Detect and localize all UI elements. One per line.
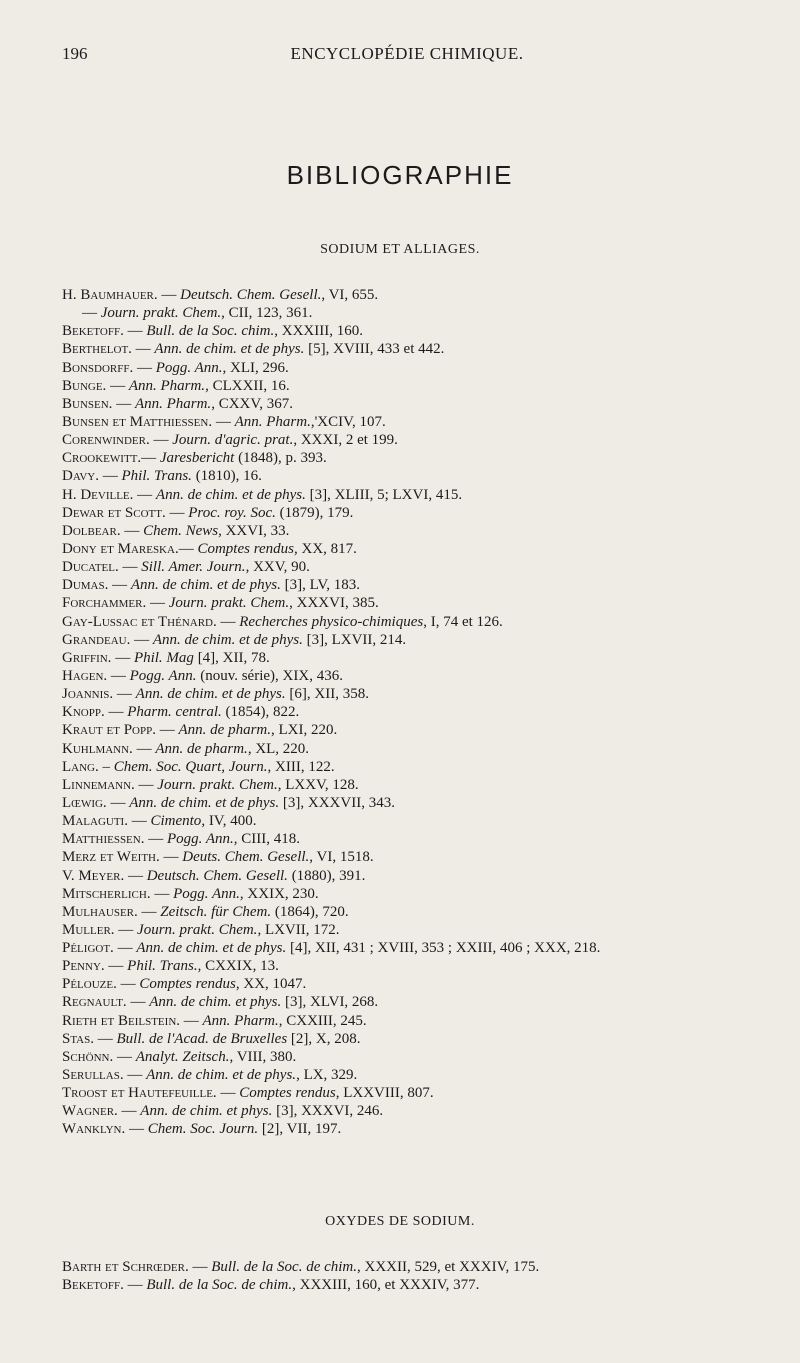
- entry-reference: , XIII, 122.: [267, 758, 335, 775]
- entry-reference: , LX, 329.: [296, 1067, 358, 1084]
- bibliography-entry: [62, 504, 762, 522]
- entry-separator: —: [127, 813, 151, 830]
- entry-journal: Proc. roy. Soc.: [188, 504, 276, 521]
- bibliography-entry: [62, 794, 762, 812]
- entry-author: Hagen.: [62, 667, 108, 684]
- entry-author: Berthelot.: [62, 341, 132, 358]
- entry-separator: —: [130, 631, 153, 648]
- bibliography-entry: [62, 467, 762, 485]
- entry-separator: —: [134, 776, 158, 793]
- entry-journal: Ann. de chim. et de phys.: [155, 486, 306, 503]
- entry-journal: Comptes rendus: [239, 1085, 336, 1102]
- bibliography-entry: [62, 703, 762, 721]
- entry-separator: —: [144, 831, 167, 848]
- entry-author: H. Deville.: [62, 486, 134, 503]
- entry-journal: Phil. Trans.: [127, 958, 198, 975]
- entry-reference: , CXXIX, 13.: [197, 958, 279, 975]
- entry-author: Dolbear.: [62, 522, 121, 539]
- bibliography-entry: [62, 431, 762, 449]
- bibliography-entry: [62, 322, 762, 340]
- entry-reference: [4], XII, 431 ; XVIII, 353 ; XXIII, 406 ; XXX, 218.: [286, 940, 601, 957]
- entry-author: Grandeau.: [62, 631, 131, 648]
- entry-reference: , VIII, 380.: [229, 1048, 297, 1065]
- entry-author: Ducatel.: [62, 559, 119, 576]
- bibliography-entry: [62, 594, 762, 612]
- entry-author: Wagner.: [62, 1103, 118, 1120]
- bibliography-entry: [62, 486, 762, 504]
- bibliography-entry: [62, 939, 762, 957]
- entry-journal: Ann. Pharm.: [128, 377, 206, 394]
- entry-author: Kraut et Popp.: [62, 722, 156, 739]
- entry-reference: [3], XLVI, 268.: [281, 994, 379, 1011]
- entry-journal: Ann. de chim. et de phys.: [154, 341, 305, 358]
- bibliography-entry: [62, 776, 762, 794]
- entry-journal: Comptes rendus: [139, 976, 236, 993]
- entry-separator: —: [108, 577, 131, 594]
- running-title: ENCYCLOPÉDIE CHIMIQUE.: [290, 44, 524, 63]
- bibliography-entry: [62, 993, 762, 1011]
- entry-author: Pélouze.: [62, 976, 117, 993]
- bibliography-entry: [62, 1102, 762, 1120]
- entry-author: Corenwinder.: [62, 432, 150, 449]
- entry-separator: —: [82, 305, 101, 322]
- entry-reference: , LXXVIII, 807.: [335, 1085, 434, 1102]
- entry-author: Muller.: [62, 921, 115, 938]
- entry-author: Regnault.: [62, 994, 127, 1011]
- entry-journal: Ann. Pharm.: [202, 1012, 279, 1029]
- entry-separator: —: [117, 1103, 141, 1120]
- entry-separator: —: [137, 903, 161, 920]
- bibliography-entry: [62, 848, 762, 866]
- entry-reference: (1880), 391.: [287, 867, 366, 884]
- bibliography-entry: [62, 395, 762, 413]
- entry-journal: Journ. prakt. Chem.: [137, 921, 258, 938]
- entry-reference: , VI, 655.: [321, 287, 379, 303]
- entry-separator: —: [116, 976, 140, 993]
- bibliography-list-oxydes: [62, 1258, 762, 1294]
- entry-journal: Ann. de chim. et phys.: [140, 1103, 273, 1120]
- entry-reference: ,'XCIV, 107.: [310, 413, 386, 430]
- entry-journal: Jaresbericht: [159, 450, 235, 467]
- entry-journal: Ann. de pharm.: [155, 740, 248, 757]
- entry-reference: , XX, 817.: [293, 540, 357, 557]
- bibliography-entry: [62, 413, 762, 431]
- entry-separator: —: [107, 667, 130, 684]
- entry-separator: —: [124, 867, 147, 884]
- bibliography-entry: [62, 957, 762, 975]
- entry-journal: Ann. de chim. et de phys.: [130, 577, 281, 594]
- entry-author: Bunsen.: [62, 395, 113, 412]
- entry-separator: –: [98, 758, 114, 775]
- bibliography-entry: [62, 812, 762, 830]
- bibliography-entry: [62, 359, 762, 377]
- entry-reference: [3], LXVII, 214.: [302, 631, 407, 648]
- entry-reference: , XXVI, 33.: [218, 522, 290, 539]
- entry-separator: —: [132, 740, 156, 757]
- entry-reference: (1848), p. 393.: [234, 450, 327, 467]
- entry-reference: , LXVII, 172.: [257, 921, 340, 938]
- entry-separator: —: [114, 921, 138, 938]
- bibliography-entry: [62, 540, 762, 558]
- entry-separator: —: [113, 686, 136, 703]
- entry-separator: —: [111, 649, 134, 666]
- entry-author: Dumas.: [62, 577, 109, 594]
- entry-journal: Sill. Amer. Journ.: [141, 559, 246, 576]
- bibliography-entry: [62, 377, 762, 395]
- entry-reference: (1879), 179.: [275, 504, 354, 521]
- entry-author: H. Baumhauer.: [62, 287, 158, 303]
- bibliography-entry: [62, 685, 762, 703]
- entry-reference: , LXXV, 128.: [277, 776, 359, 793]
- entry-separator: —: [118, 559, 142, 576]
- entry-separator: —: [99, 468, 122, 485]
- bibliography-entry: [62, 304, 762, 322]
- entry-author: Penny.: [62, 958, 105, 975]
- entry-author: Mitscherlich.: [62, 885, 151, 902]
- bibliography-entry: [62, 1120, 762, 1138]
- entry-author: Matthiessen.: [62, 831, 145, 848]
- entry-author: Mulhauser.: [62, 903, 138, 920]
- entry-author: Wanklyn.: [62, 1121, 126, 1138]
- entry-separator: —: [146, 595, 169, 612]
- bibliography-entry: [62, 1276, 762, 1294]
- entry-journal: Pharm. central.: [127, 704, 222, 721]
- entry-reference: [2], VII, 197.: [258, 1121, 342, 1138]
- entry-separator: —: [150, 885, 174, 902]
- entry-reference: , XXIX, 230.: [239, 885, 319, 902]
- entry-reference: [4], XII, 78.: [193, 649, 270, 666]
- entry-separator: —: [120, 522, 144, 539]
- entry-reference: [6], XII, 358.: [285, 686, 369, 703]
- entry-author: Bonsdorff.: [62, 359, 134, 376]
- entry-journal: Ann. Pharm.: [134, 395, 212, 412]
- entry-author: Lang.: [62, 758, 99, 775]
- entry-journal: Phil. Trans.: [121, 468, 192, 485]
- entry-journal: Ann. de chim. et de phys.: [135, 686, 286, 703]
- entry-author: Davy.: [62, 468, 99, 485]
- entry-journal: Journ. prakt. Chem.: [157, 776, 278, 793]
- entry-reference: , I, 74 et 126.: [423, 613, 503, 630]
- bibliography-entry: [62, 1066, 762, 1084]
- entry-author: Merz et Weith.: [62, 849, 160, 866]
- entry-journal: Comptes rendus: [197, 540, 294, 557]
- entry-journal: Pogg. Ann.: [129, 667, 197, 684]
- bibliography-entry: [62, 903, 762, 921]
- entry-journal: Journ. d'agric. prat.: [172, 432, 294, 449]
- entry-author: Joannis.: [62, 686, 114, 703]
- entry-separator: —: [159, 849, 183, 866]
- entry-reference: , XLI, 296.: [222, 359, 289, 376]
- bibliography-entry: [62, 1012, 762, 1030]
- entry-reference: , CII, 123, 361.: [221, 305, 313, 322]
- entry-reference: , CIII, 418.: [233, 831, 301, 848]
- entry-author: Gay-Lussac et Thénard.: [62, 613, 217, 630]
- entry-separator: —: [149, 432, 173, 449]
- entry-author: Knopp.: [62, 704, 105, 721]
- entry-journal: Pogg. Ann.: [173, 885, 240, 902]
- bibliography-entry: [62, 613, 762, 631]
- entry-author: Péligot.: [62, 940, 114, 957]
- entry-separator: —: [112, 395, 135, 412]
- entry-separator: —: [113, 1048, 136, 1065]
- entry-reference: , LXI, 220.: [271, 722, 338, 739]
- entry-separator: —: [123, 323, 147, 340]
- page-title: BIBLIOGRAPHIE: [286, 160, 514, 190]
- entry-reference: , XXXIII, 160, et XXXIV, 377.: [292, 1277, 480, 1294]
- entry-journal: Zeitsch. für Chem.: [160, 903, 272, 920]
- bibliography-entry: [62, 340, 762, 358]
- entry-author: Schönn.: [62, 1048, 114, 1065]
- entry-journal: Bull. de la Soc. chim.: [146, 323, 275, 340]
- entry-author: Linnemann.: [62, 776, 135, 793]
- entry-separator: —: [123, 1067, 147, 1084]
- bibliography-entry: [62, 558, 762, 576]
- entry-separator: —: [216, 613, 240, 630]
- entry-separator: —: [180, 1012, 203, 1029]
- entry-journal: Ann. de chim. et phys.: [149, 994, 282, 1011]
- entry-author: Barth et Schrœder.: [62, 1259, 189, 1275]
- entry-separator: —: [165, 504, 189, 521]
- entry-journal: Ann. de pharm.: [178, 722, 271, 739]
- entry-journal: Cimento: [150, 813, 202, 830]
- bibliography-entry: [62, 1258, 762, 1276]
- entry-journal: Deutsch. Chem. Gesell.: [146, 867, 288, 884]
- bibliography-entry: [62, 649, 762, 667]
- entry-reference: , IV, 400.: [201, 813, 257, 830]
- bibliography-entry: [62, 721, 762, 739]
- entry-journal: Ann. de chim. et de phys.: [146, 1067, 297, 1084]
- entry-reference: [2], X, 208.: [287, 1030, 361, 1047]
- section-heading-sodium: SODIUM ET ALLIAGES.: [320, 242, 480, 257]
- entry-reference: , VI, 1518.: [309, 849, 374, 866]
- entry-journal: Chem. Soc. Quart, Journ.: [113, 758, 268, 775]
- bibliography-entry: [62, 286, 762, 304]
- entry-separator: —: [106, 794, 130, 811]
- entry-author: Crookewitt.: [62, 450, 142, 467]
- entry-journal: Pogg. Ann.: [155, 359, 223, 376]
- entry-author: Bunsen et Matthiessen.: [62, 413, 213, 430]
- entry-author: Troost et Hautefeuille.: [62, 1085, 217, 1102]
- entry-reference: (1864), 720.: [271, 903, 349, 920]
- bibliography-entry: [62, 740, 762, 758]
- bibliography-entry: [62, 449, 762, 467]
- entry-reference: (nouv. série), XIX, 436.: [196, 667, 343, 684]
- bibliography-entry: [62, 758, 762, 776]
- entry-author: Kuhlmann.: [62, 740, 133, 757]
- entry-separator: —: [94, 1030, 117, 1047]
- entry-separator: —: [125, 1121, 148, 1138]
- entry-journal: Phil. Mag: [133, 649, 194, 666]
- bibliography-entry: [62, 576, 762, 594]
- entry-author: V. Meyer.: [62, 867, 125, 884]
- bibliography-entry: [62, 667, 762, 685]
- page-number: 196: [62, 44, 88, 63]
- entry-author: Stas.: [62, 1030, 94, 1047]
- entry-reference: , XXXVI, 385.: [289, 595, 379, 612]
- entry-journal: Analyt. Zeitsch.: [135, 1048, 230, 1065]
- entry-separator: —: [216, 1085, 240, 1102]
- bibliography-entry: [62, 1048, 762, 1066]
- entry-reference: , XXXI, 2 et 199.: [293, 432, 398, 449]
- entry-author: Bunge.: [62, 377, 107, 394]
- entry-author: Lœwig.: [62, 794, 107, 811]
- entry-reference: , XL, 220.: [247, 740, 310, 757]
- entry-separator: —: [106, 377, 129, 394]
- entry-reference: , CLXXII, 16.: [205, 377, 290, 394]
- entry-reference: [3], XLIII, 5; LXVI, 415.: [305, 486, 463, 503]
- entry-separator: —: [123, 1277, 147, 1294]
- bibliography-entry: [62, 975, 762, 993]
- bibliography-list-sodium: [62, 286, 762, 1139]
- entry-reference: , CXXIII, 245.: [278, 1012, 367, 1029]
- entry-separator: —: [104, 958, 128, 975]
- entry-author: Griffin.: [62, 649, 112, 666]
- entry-journal: Bull. de la Soc. de chim.: [211, 1259, 358, 1275]
- entry-journal: Journ. prakt. Chem.: [168, 595, 290, 612]
- entry-author: Rieth et Beilstein.: [62, 1012, 181, 1029]
- entry-reference: , XXXIII, 160.: [274, 323, 363, 340]
- entry-author: Serullas.: [62, 1067, 124, 1084]
- entry-journal: Ann. de chim. et de phys.: [129, 794, 280, 811]
- entry-journal: Bull. de la Soc. de chim.: [146, 1277, 293, 1294]
- entry-separator: —: [212, 413, 235, 430]
- entry-separator: —: [156, 722, 179, 739]
- entry-journal: Recherches physico-chimiques: [239, 613, 424, 630]
- entry-reference: [5], XVIII, 433 et 442.: [304, 341, 445, 358]
- entry-journal: Chem. Soc. Journ.: [147, 1121, 259, 1138]
- entry-author: Dony et Mareska.: [62, 540, 179, 557]
- bibliography-entry: [62, 631, 762, 649]
- entry-journal: Bull. de l'Acad. de Bruxelles: [116, 1030, 288, 1047]
- entry-separator: —: [157, 287, 181, 303]
- section-heading-oxydes: OXYDES DE SODIUM.: [325, 1214, 475, 1229]
- entry-journal: Ann. de chim. et de phys.: [136, 940, 287, 957]
- entry-separator: —: [178, 540, 198, 557]
- entry-reference: [3], LV, 183.: [280, 577, 361, 594]
- entry-separator: —: [133, 359, 156, 376]
- entry-author: Beketoff.: [62, 1277, 124, 1294]
- bibliography-entry: [62, 830, 762, 848]
- entry-author: Dewar et Scott.: [62, 504, 166, 521]
- bibliography-entry: [62, 921, 762, 939]
- bibliography-entry: [62, 1084, 762, 1102]
- entry-separator: —: [133, 486, 156, 503]
- entry-separator: —: [188, 1259, 212, 1275]
- entry-author: Beketoff.: [62, 323, 124, 340]
- bibliography-entry: [62, 867, 762, 885]
- entry-journal: Deuts. Chem. Gesell.: [182, 849, 310, 866]
- entry-journal: Chem. News: [143, 522, 219, 539]
- entry-separator: —: [126, 994, 150, 1011]
- bibliography-entry: [62, 522, 762, 540]
- page-header: [62, 44, 752, 74]
- entry-journal: Ann. Pharm.: [234, 413, 311, 430]
- entry-reference: (1810), 16.: [191, 468, 262, 485]
- entry-journal: Ann. de chim. et de phys.: [152, 631, 303, 648]
- entry-separator: —: [104, 704, 128, 721]
- bibliography-entry: [62, 1030, 762, 1048]
- entry-reference: , XXV, 90.: [245, 559, 310, 576]
- entry-separator: —: [113, 940, 137, 957]
- entry-reference: (1854), 822.: [221, 704, 300, 721]
- entry-author: Forchammer.: [62, 595, 147, 612]
- entry-separator: —: [141, 450, 160, 467]
- entry-separator: —: [131, 341, 155, 358]
- entry-reference: , CXXV, 367.: [211, 395, 294, 412]
- entry-journal: Journ. prakt. Chem.: [100, 305, 222, 322]
- entry-reference: [3], XXXVI, 246.: [272, 1103, 384, 1120]
- entry-journal: Deutsch. Chem. Gesell.: [180, 287, 322, 303]
- bibliography-entry: [62, 885, 762, 903]
- entry-reference: , XX, 1047.: [235, 976, 307, 993]
- entry-reference: [3], XXXVII, 343.: [279, 794, 395, 811]
- entry-author: Malaguti.: [62, 813, 128, 830]
- entry-journal: Pogg. Ann.: [166, 831, 234, 848]
- entry-reference: , XXXII, 529, et XXXIV, 175.: [357, 1259, 540, 1275]
